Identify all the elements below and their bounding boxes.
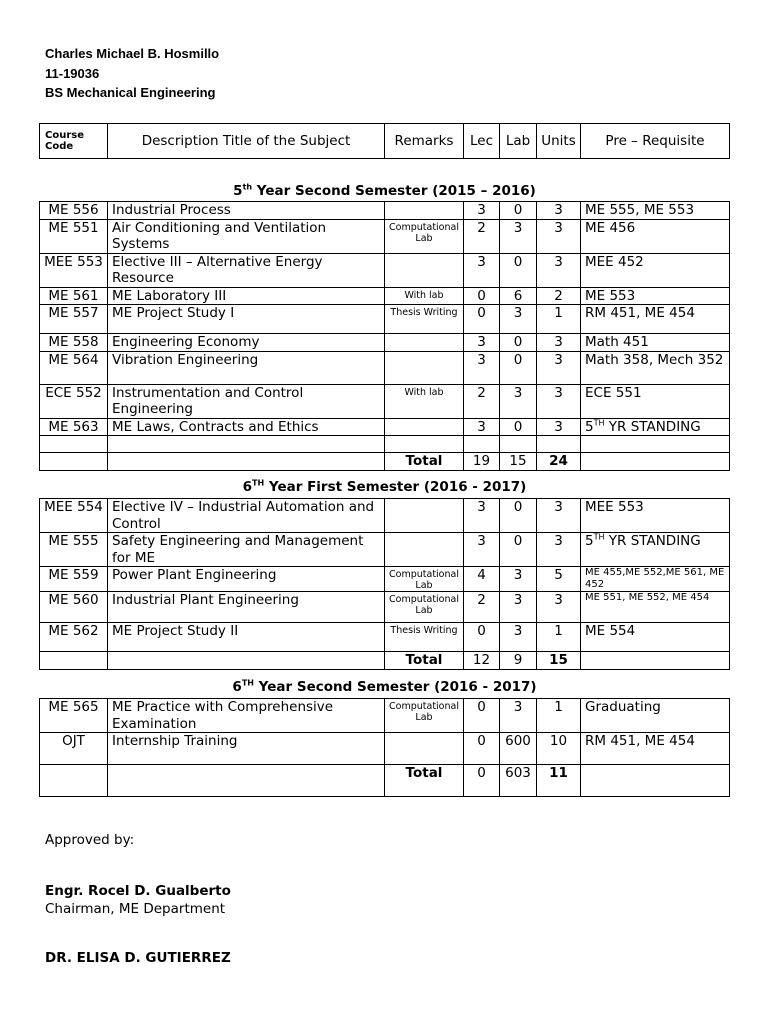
table-row: [40, 699, 730, 733]
table-row: [40, 351, 730, 384]
course-remarks: [385, 253, 464, 287]
total-units: 15: [537, 652, 581, 670]
course-description: Safety Engineering and Management for ME: [108, 533, 385, 567]
total-blank-prereq: [581, 765, 730, 797]
course-units: 3: [537, 253, 581, 287]
course-description: Industrial Process: [108, 202, 385, 220]
course-prerequisite: ME 551, ME 552, ME 454: [581, 592, 730, 623]
course-prerequisite: ME 553: [581, 287, 730, 305]
semester-title-3: 6TH Year Second Semester (2016 - 2017): [232, 678, 537, 695]
course-remarks: With lab: [385, 287, 464, 305]
table-row: [40, 384, 730, 418]
course-description: Elective III – Alternative Energy Resource: [108, 253, 385, 287]
course-lec: 3: [464, 334, 500, 352]
course-prerequisite: RM 451, ME 454: [581, 733, 730, 765]
approver-title: Chairman, ME Department: [45, 901, 226, 917]
course-units: 10: [537, 733, 581, 765]
course-code: MEE 554: [40, 499, 108, 533]
course-code: MEE 553: [40, 253, 108, 287]
course-lec: 0: [464, 733, 500, 765]
course-remarks: [385, 334, 464, 352]
course-lab: 6: [500, 287, 537, 305]
course-lec: 0: [464, 699, 500, 733]
course-lab: 0: [500, 418, 537, 436]
course-units: 3: [537, 499, 581, 533]
course-lab: 3: [500, 567, 537, 592]
semester-title-2: 6TH Year First Semester (2016 - 2017): [242, 478, 527, 495]
course-remarks: Thesis Writing: [385, 305, 464, 334]
total-label: Total: [385, 453, 464, 471]
course-description: ME Practice with Comprehensive Examination: [108, 699, 385, 733]
blank-row: [40, 436, 730, 453]
blank-cell: [108, 436, 385, 453]
course-code: ME 562: [40, 623, 108, 652]
table-row: [40, 287, 730, 305]
course-code: ME 563: [40, 418, 108, 436]
course-remarks: [385, 733, 464, 765]
course-remarks: Thesis Writing: [385, 623, 464, 652]
course-remarks: With lab: [385, 384, 464, 418]
course-description: ME Project Study I: [108, 305, 385, 334]
course-description: Elective IV – Industrial Automation and Control: [108, 499, 385, 533]
total-lec: 12: [464, 652, 500, 670]
course-prerequisite: 5TH YR STANDING: [581, 533, 730, 567]
course-code: ME 565: [40, 699, 108, 733]
course-description: Instrumentation and Control Engineering: [108, 384, 385, 418]
course-code: ME 551: [40, 219, 108, 253]
course-units: 3: [537, 592, 581, 623]
course-units: 3: [537, 418, 581, 436]
course-lab: 0: [500, 351, 537, 384]
total-lec: 0: [464, 765, 500, 797]
course-code: ME 557: [40, 305, 108, 334]
course-units: 5: [537, 567, 581, 592]
course-code: ME 559: [40, 567, 108, 592]
table-row: [40, 733, 730, 765]
semester-table-3: [39, 698, 730, 797]
course-lec: 3: [464, 253, 500, 287]
course-lab: 3: [500, 384, 537, 418]
table-row: [40, 592, 730, 623]
course-lab: 3: [500, 305, 537, 334]
blank-cell: [581, 436, 730, 453]
course-description: Vibration Engineering: [108, 351, 385, 384]
course-prerequisite: Math 451: [581, 334, 730, 352]
table-row: [40, 623, 730, 652]
course-units: 3: [537, 384, 581, 418]
course-units: 3: [537, 533, 581, 567]
header-course-code: Course Code: [40, 124, 108, 159]
course-remarks: Computational Lab: [385, 699, 464, 733]
course-lec: 0: [464, 305, 500, 334]
semester-table-1: [39, 201, 730, 471]
table-row: [40, 253, 730, 287]
course-prerequisite: ME 455,ME 552,ME 561, ME 452: [581, 567, 730, 592]
course-description: ME Laboratory III: [108, 287, 385, 305]
semester-table-2: [39, 498, 730, 670]
course-prerequisite: MEE 452: [581, 253, 730, 287]
table-row: [40, 305, 730, 334]
approved-by-label: Approved by:: [45, 832, 135, 848]
course-prerequisite: Math 358, Mech 352: [581, 351, 730, 384]
course-units: 1: [537, 305, 581, 334]
course-description: Internship Training: [108, 733, 385, 765]
total-lab: 15: [500, 453, 537, 471]
course-lec: 3: [464, 351, 500, 384]
course-units: 1: [537, 623, 581, 652]
course-remarks: Computational Lab: [385, 592, 464, 623]
course-prerequisite: 5TH YR STANDING: [581, 418, 730, 436]
course-lab: 0: [500, 253, 537, 287]
total-units: 24: [537, 453, 581, 471]
total-blank-desc: [108, 453, 385, 471]
blank-cell: [500, 436, 537, 453]
total-row: [40, 453, 730, 471]
course-lab: 0: [500, 499, 537, 533]
total-blank-desc: [108, 652, 385, 670]
total-blank-code: [40, 652, 108, 670]
total-lec: 19: [464, 453, 500, 471]
course-remarks: [385, 499, 464, 533]
course-remarks: [385, 202, 464, 220]
course-lab: 0: [500, 202, 537, 220]
total-blank-code: [40, 453, 108, 471]
total-lab: 9: [500, 652, 537, 670]
course-units: 2: [537, 287, 581, 305]
blank-cell: [537, 436, 581, 453]
course-description: Industrial Plant Engineering: [108, 592, 385, 623]
course-lab: 3: [500, 592, 537, 623]
course-lab: 0: [500, 334, 537, 352]
course-code: ME 564: [40, 351, 108, 384]
header-remarks: Remarks: [385, 124, 464, 159]
course-description: ME Project Study II: [108, 623, 385, 652]
table-row: [40, 533, 730, 567]
total-blank-prereq: [581, 453, 730, 471]
table-row: [40, 219, 730, 253]
student-id: 11-19036: [45, 66, 100, 81]
header-lab: Lab: [500, 124, 537, 159]
course-remarks: Computational Lab: [385, 219, 464, 253]
course-prerequisite: RM 451, ME 454: [581, 305, 730, 334]
course-units: 1: [537, 699, 581, 733]
course-remarks: Computational Lab: [385, 567, 464, 592]
student-program: BS Mechanical Engineering: [45, 85, 216, 100]
course-lec: 4: [464, 567, 500, 592]
total-units: 11: [537, 765, 581, 797]
total-label: Total: [385, 652, 464, 670]
course-lab: 600: [500, 733, 537, 765]
table-row: [40, 202, 730, 220]
course-prerequisite: ME 456: [581, 219, 730, 253]
blank-cell: [40, 436, 108, 453]
course-code: ME 561: [40, 287, 108, 305]
course-lab: 0: [500, 533, 537, 567]
course-prerequisite: ME 555, ME 553: [581, 202, 730, 220]
course-code: ME 558: [40, 334, 108, 352]
header-units: Units: [537, 124, 581, 159]
course-code: OJT: [40, 733, 108, 765]
course-prerequisite: ECE 551: [581, 384, 730, 418]
total-lab: 603: [500, 765, 537, 797]
course-units: 3: [537, 219, 581, 253]
course-lec: 3: [464, 418, 500, 436]
table-row: [40, 418, 730, 436]
course-description: ME Laws, Contracts and Ethics: [108, 418, 385, 436]
course-description: Air Conditioning and Ventilation Systems: [108, 219, 385, 253]
course-remarks: [385, 533, 464, 567]
course-lec: 3: [464, 499, 500, 533]
course-description: Engineering Economy: [108, 334, 385, 352]
course-lab: 3: [500, 699, 537, 733]
blank-cell: [464, 436, 500, 453]
blank-cell: [385, 436, 464, 453]
course-units: 3: [537, 334, 581, 352]
table-row: [40, 499, 730, 533]
table-row: [40, 334, 730, 352]
course-remarks: [385, 351, 464, 384]
course-lec: 2: [464, 592, 500, 623]
total-blank-prereq: [581, 652, 730, 670]
course-code: ECE 552: [40, 384, 108, 418]
total-blank-code: [40, 765, 108, 797]
course-units: 3: [537, 202, 581, 220]
course-description: Power Plant Engineering: [108, 567, 385, 592]
course-lab: 3: [500, 623, 537, 652]
total-row: [40, 652, 730, 670]
course-prerequisite: MEE 553: [581, 499, 730, 533]
total-label: Total: [385, 765, 464, 797]
course-prerequisite: Graduating: [581, 699, 730, 733]
course-prerequisite: ME 554: [581, 623, 730, 652]
course-code: ME 555: [40, 533, 108, 567]
course-code: ME 556: [40, 202, 108, 220]
student-name: Charles Michael B. Hosmillo: [45, 46, 220, 61]
header-prerequisite: Pre – Requisite: [581, 124, 730, 159]
header-description: Description Title of the Subject: [108, 124, 385, 159]
course-lec: 3: [464, 202, 500, 220]
course-lab: 3: [500, 219, 537, 253]
table-row: [40, 567, 730, 592]
header-lec: Lec: [464, 124, 500, 159]
total-blank-desc: [108, 765, 385, 797]
course-lec: 0: [464, 287, 500, 305]
course-lec: 2: [464, 384, 500, 418]
course-lec: 0: [464, 623, 500, 652]
signatory-name: DR. ELISA D. GUTIERREZ: [45, 950, 231, 966]
course-lec: 3: [464, 533, 500, 567]
column-header-table: [39, 123, 730, 159]
course-lec: 2: [464, 219, 500, 253]
approver-name: Engr. Rocel D. Gualberto: [45, 883, 231, 899]
semester-title-1: 5th Year Second Semester (2015 – 2016): [233, 182, 536, 199]
course-code: ME 560: [40, 592, 108, 623]
total-row: [40, 765, 730, 797]
course-units: 3: [537, 351, 581, 384]
course-remarks: [385, 418, 464, 436]
